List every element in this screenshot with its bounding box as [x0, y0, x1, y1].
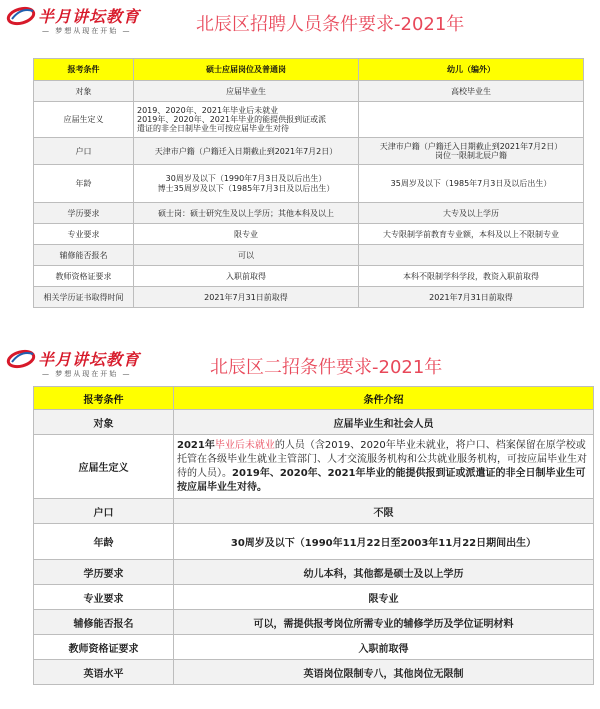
row-label: 应届生定义 [34, 435, 174, 499]
table-row [34, 203, 584, 224]
row-value: 2021年7月31日前取得 [359, 287, 584, 308]
table-row [34, 660, 594, 685]
header-cell: 幼儿（编外） [359, 59, 584, 81]
row-label: 专业要求 [34, 585, 174, 610]
table-row [34, 435, 594, 499]
row-value [174, 435, 594, 499]
text-part: 2021年 [177, 439, 215, 451]
row-label: 英语水平 [34, 660, 174, 685]
row-label: 户口 [34, 499, 174, 524]
line: 天津市户籍（户籍迁入日期截止到2021年7月2日） [379, 142, 563, 151]
table-row [34, 635, 594, 660]
row-label: 辅修能否报名 [34, 610, 174, 635]
row-value: 应届毕业生和社会人员 [174, 410, 594, 435]
logo-name: 半月讲坛教育 [38, 7, 141, 26]
row-value: 大专及以上学历 [359, 203, 584, 224]
logo [6, 347, 140, 379]
row-value: 应届毕业生 [134, 81, 359, 102]
row-label: 教师资格证要求 [34, 266, 134, 287]
row-value: 英语岗位限制专八，其他岗位无限制 [174, 660, 594, 685]
row-value: 高校毕业生 [359, 81, 584, 102]
logo-slogan: — 梦想从现在开始 — [42, 370, 132, 378]
table-row [34, 81, 584, 102]
line: 30周岁及以下（1990年7月3日及以后出生） [165, 173, 327, 183]
logo-swoosh-icon [6, 348, 36, 370]
row-value [134, 165, 359, 203]
table-row [34, 224, 584, 245]
row-value: 大专限制学前教育专业额，本科及以上不限制专业 [359, 224, 584, 245]
row-value: 可以 [134, 245, 359, 266]
table-header-row [34, 387, 594, 410]
row-value [359, 102, 584, 138]
row-label: 辅修能否报名 [34, 245, 134, 266]
second-recruitment-table [33, 386, 594, 685]
row-value: 30周岁及以下（1990年11月22日至2003年11月22日期间出生） [174, 524, 594, 560]
table-row [34, 410, 594, 435]
row-label: 学历要求 [34, 560, 174, 585]
table-row [34, 287, 584, 308]
table-row [34, 138, 584, 165]
table-row [34, 610, 594, 635]
section-recruitment [0, 0, 600, 343]
row-value: 不限 [174, 499, 594, 524]
row-label: 年龄 [34, 165, 134, 203]
table-row [34, 165, 584, 203]
row-value: 限专业 [174, 585, 594, 610]
header-cell: 硕士应届岗位及普通岗 [134, 59, 359, 81]
text-part: 2019年、2020年、2021年毕业的能提供报到证或派遣证的非全日制毕业生可按应届毕业生对待。 [177, 467, 586, 493]
logo-swoosh-icon [6, 5, 36, 27]
table-row [34, 499, 594, 524]
section-second-recruitment [0, 343, 600, 709]
table-row [34, 560, 594, 585]
section-title: 北辰区二招条件要求-2021年 [210, 357, 443, 378]
header-cell: 报考条件 [34, 387, 174, 410]
row-value: 可以，需提供报考岗位所需专业的辅修学历及学位证明材料 [174, 610, 594, 635]
logo-slogan: — 梦想从现在开始 — [42, 27, 132, 35]
line: 博士35周岁及以下（1985年7月3日及以后出生） [157, 183, 335, 193]
row-label: 户口 [34, 138, 134, 165]
table-row [34, 585, 594, 610]
row-label: 应届生定义 [34, 102, 134, 138]
row-value: 幼儿本科，其他都是硕士及以上学历 [174, 560, 594, 585]
header-cell: 报考条件 [34, 59, 134, 81]
table-header-row [34, 59, 584, 81]
row-label: 专业要求 [34, 224, 134, 245]
line: 遣证的非全日制毕业生可按应届毕业生对待 [137, 124, 289, 133]
row-value: 天津市户籍（户籍迁入日期截止到2021年7月2日） [134, 138, 359, 165]
row-value: 限专业 [134, 224, 359, 245]
highlight-text: 毕业后未就业 [214, 439, 275, 451]
row-value: 2021年7月31日前取得 [134, 287, 359, 308]
line: 2019、2020年、2021年毕业后未就业 [137, 106, 279, 115]
row-label: 相关学历证书取得时间 [34, 287, 134, 308]
row-label: 对象 [34, 81, 134, 102]
row-value: 硕士岗：硕士研究生及以上学历；其他本科及以上 [134, 203, 359, 224]
recruitment-table [33, 58, 584, 308]
row-value [134, 102, 359, 138]
row-label: 年龄 [34, 524, 174, 560]
row-value: 本科不限制学科学段，教资入职前取得 [359, 266, 584, 287]
row-value [359, 245, 584, 266]
logo [6, 4, 140, 36]
row-value [359, 138, 584, 165]
row-value: 35周岁及以下（1985年7月3日及以后出生） [359, 165, 584, 203]
table-row [34, 245, 584, 266]
row-value: 入职前取得 [134, 266, 359, 287]
line: 岗位一限制北辰户籍 [435, 151, 507, 160]
row-label: 对象 [34, 410, 174, 435]
header-cell: 条件介绍 [174, 387, 594, 410]
text-part: 的人员（含2019、2020年毕业未就业，将户口、档案保留在原学校或托管在各级毕业生就业主管部门、人才交流服务机构和公共就业服务机构，可按应届毕业生对待的人员）。 [177, 439, 587, 479]
logo-name: 半月讲坛教育 [38, 350, 141, 369]
page-title: 北辰区招聘人员条件要求-2021年 [196, 14, 465, 35]
table-row [34, 266, 584, 287]
row-label: 教师资格证要求 [34, 635, 174, 660]
table-row [34, 524, 594, 560]
line: 2019年、2020年、2021年毕业的能提供报到证或派 [137, 115, 327, 124]
row-label: 学历要求 [34, 203, 134, 224]
table-row [34, 102, 584, 138]
row-value: 入职前取得 [174, 635, 594, 660]
